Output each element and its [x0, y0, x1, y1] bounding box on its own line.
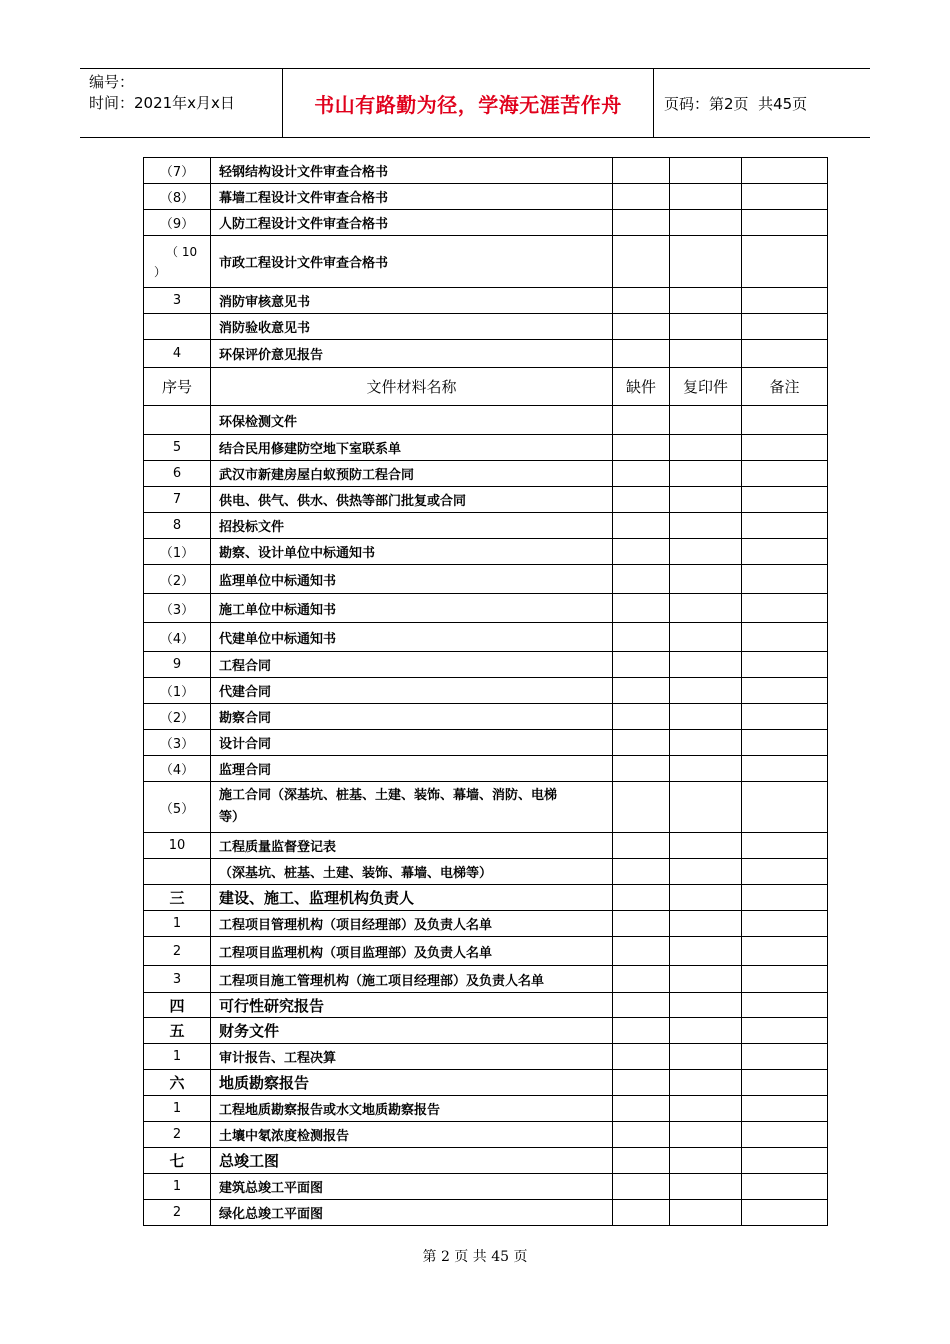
row-copy-cell [670, 1044, 742, 1070]
row-seq: （2） [144, 565, 211, 594]
row-seq: （7） [144, 158, 211, 184]
row-copy-cell [670, 1070, 742, 1096]
row-remark-cell [742, 158, 828, 184]
row-missing-cell [613, 487, 670, 513]
header-motto: 书山有路勤为径，学海无涯苦作舟 [282, 69, 654, 137]
row-name: 总竣工图 [211, 1148, 613, 1174]
row-copy-cell [670, 937, 742, 966]
row-missing-cell [613, 1018, 670, 1044]
row-name: 人防工程设计文件审查合格书 [211, 210, 613, 236]
row-copy-cell [670, 704, 742, 730]
row-seq [144, 406, 211, 435]
row-remark-cell [742, 678, 828, 704]
row-missing-cell [613, 513, 670, 539]
table-row [144, 833, 828, 859]
row-copy-cell [670, 236, 742, 288]
row-copy-cell [670, 461, 742, 487]
row-remark-cell [742, 1096, 828, 1122]
row-copy-cell [670, 623, 742, 652]
row-missing-cell [613, 594, 670, 623]
row-name: 建筑总竣工平面图 [211, 1174, 613, 1200]
page-footer: 第 2 页 共 45 页 [422, 1249, 528, 1265]
column-header-missing: 缺件 [613, 368, 670, 406]
row-copy-cell [670, 513, 742, 539]
row-name: 环保评价意见报告 [211, 340, 613, 368]
row-remark-cell [742, 1174, 828, 1200]
row-copy-cell [670, 1018, 742, 1044]
row-remark-cell [742, 993, 828, 1018]
file-materials-table [143, 157, 828, 1226]
row-name: 施工单位中标通知书 [211, 594, 613, 623]
row-seq: 七 [144, 1148, 211, 1174]
table-row [144, 678, 828, 704]
row-name: 土壤中氡浓度检测报告 [211, 1122, 613, 1148]
row-name: 环保检测文件 [211, 406, 613, 435]
row-name: 工程地质勘察报告或水文地质勘察报告 [211, 1096, 613, 1122]
row-name: 招投标文件 [211, 513, 613, 539]
row-seq: 6 [144, 461, 211, 487]
column-header-name: 文件材料名称 [211, 368, 613, 406]
row-missing-cell [613, 158, 670, 184]
table-row [144, 1200, 828, 1226]
row-copy-cell [670, 406, 742, 435]
table-row [144, 1174, 828, 1200]
row-missing-cell [613, 652, 670, 678]
row-missing-cell [613, 539, 670, 565]
row-name: 可行性研究报告 [211, 993, 613, 1018]
row-name: 审计报告、工程决算 [211, 1044, 613, 1070]
row-remark-cell [742, 406, 828, 435]
row-name: 工程项目管理机构（项目经理部）及负责人名单 [211, 911, 613, 937]
row-seq: 2 [144, 1122, 211, 1148]
row-missing-cell [613, 236, 670, 288]
row-seq: 六 [144, 1070, 211, 1096]
table-row [144, 937, 828, 966]
row-missing-cell [613, 1044, 670, 1070]
row-missing-cell [613, 623, 670, 652]
table-row [144, 565, 828, 594]
row-remark-cell [742, 1122, 828, 1148]
table-row [144, 461, 828, 487]
row-seq [144, 859, 211, 885]
row-name: 供电、供气、供水、供热等部门批复或合同 [211, 487, 613, 513]
table-row [144, 487, 828, 513]
table-row [144, 288, 828, 314]
row-copy-cell [670, 158, 742, 184]
row-seq: 1 [144, 1174, 211, 1200]
row-seq: 3 [144, 288, 211, 314]
row-copy-cell [670, 487, 742, 513]
table-row [144, 184, 828, 210]
row-copy-cell [670, 652, 742, 678]
row-name: 绿化总竣工平面图 [211, 1200, 613, 1226]
row-remark-cell [742, 859, 828, 885]
table-row [144, 730, 828, 756]
row-seq: （1） [144, 539, 211, 565]
row-seq: 3 [144, 966, 211, 993]
row-remark-cell [742, 911, 828, 937]
table-row [144, 1044, 828, 1070]
row-copy-cell [670, 678, 742, 704]
table-row [144, 435, 828, 461]
table-row [144, 314, 828, 340]
row-copy-cell [670, 340, 742, 368]
document-number-label: 编号： [89, 73, 135, 91]
row-remark-cell [742, 704, 828, 730]
row-seq: （1） [144, 678, 211, 704]
row-remark-cell [742, 652, 828, 678]
row-missing-cell [613, 911, 670, 937]
table-row [144, 594, 828, 623]
table-row [144, 158, 828, 184]
row-name: 工程合同 [211, 652, 613, 678]
row-missing-cell [613, 756, 670, 782]
header-page-info [654, 69, 870, 137]
row-name: 市政工程设计文件审查合格书 [211, 236, 613, 288]
table-row [144, 911, 828, 937]
row-copy-cell [670, 782, 742, 833]
row-missing-cell [613, 210, 670, 236]
row-copy-cell [670, 1096, 742, 1122]
table-row [144, 756, 828, 782]
table-row [144, 1018, 828, 1044]
row-remark-cell [742, 756, 828, 782]
row-copy-cell [670, 966, 742, 993]
table-row [144, 859, 828, 885]
row-name: 幕墙工程设计文件审查合格书 [211, 184, 613, 210]
row-name: 勘察、设计单位中标通知书 [211, 539, 613, 565]
row-seq-line1: （ 10 [166, 244, 198, 259]
row-remark-cell [742, 539, 828, 565]
row-copy-cell [670, 1174, 742, 1200]
row-copy-cell [670, 833, 742, 859]
row-remark-cell [742, 1018, 828, 1044]
row-missing-cell [613, 833, 670, 859]
row-seq: 1 [144, 1096, 211, 1122]
document-header [80, 68, 870, 138]
table-row [144, 993, 828, 1018]
row-name: 工程项目监理机构（项目监理部）及负责人名单 [211, 937, 613, 966]
row-missing-cell [613, 565, 670, 594]
row-name: 地质勘察报告 [211, 1070, 613, 1096]
column-header-seq: 序号 [144, 368, 211, 406]
row-name: 建设、施工、监理机构负责人 [211, 885, 613, 911]
table-row [144, 623, 828, 652]
row-copy-cell [670, 859, 742, 885]
row-name: 财务文件 [211, 1018, 613, 1044]
row-copy-cell [670, 210, 742, 236]
row-remark-cell [742, 314, 828, 340]
row-seq: 4 [144, 340, 211, 368]
row-name [211, 782, 613, 833]
row-copy-cell [670, 288, 742, 314]
row-name: 工程质量监督登记表 [211, 833, 613, 859]
row-copy-cell [670, 1148, 742, 1174]
row-remark-cell [742, 833, 828, 859]
column-header-copy: 复印件 [670, 368, 742, 406]
row-name: 设计合同 [211, 730, 613, 756]
row-remark-cell [742, 937, 828, 966]
table-row [144, 513, 828, 539]
row-seq: （2） [144, 704, 211, 730]
row-remark-cell [742, 435, 828, 461]
row-remark-cell [742, 236, 828, 288]
row-copy-cell [670, 1122, 742, 1148]
row-missing-cell [613, 1122, 670, 1148]
row-remark-cell [742, 1200, 828, 1226]
row-missing-cell [613, 1174, 670, 1200]
row-copy-cell [670, 565, 742, 594]
row-seq: 2 [144, 1200, 211, 1226]
row-remark-cell [742, 1148, 828, 1174]
row-remark-cell [742, 782, 828, 833]
row-name: 消防验收意见书 [211, 314, 613, 340]
row-remark-cell [742, 210, 828, 236]
table-row [144, 782, 828, 833]
row-seq: （9） [144, 210, 211, 236]
row-copy-cell [670, 756, 742, 782]
row-copy-cell [670, 539, 742, 565]
row-seq: 2 [144, 937, 211, 966]
table-row [144, 652, 828, 678]
table-row [144, 704, 828, 730]
row-remark-cell [742, 623, 828, 652]
row-seq: 5 [144, 435, 211, 461]
row-name-line1: 施工合同（深基坑、桩基、土建、装饰、幕墙、消防、电梯 [219, 788, 558, 803]
row-missing-cell [613, 314, 670, 340]
row-missing-cell [613, 859, 670, 885]
row-missing-cell [613, 461, 670, 487]
row-seq: 9 [144, 652, 211, 678]
row-name: 轻钢结构设计文件审查合格书 [211, 158, 613, 184]
row-remark-cell [742, 594, 828, 623]
row-remark-cell [742, 184, 828, 210]
row-seq: （3） [144, 730, 211, 756]
row-missing-cell [613, 288, 670, 314]
row-seq: 1 [144, 911, 211, 937]
table-row [144, 1096, 828, 1122]
row-seq: （4） [144, 623, 211, 652]
row-name: 监理合同 [211, 756, 613, 782]
row-name: （深基坑、桩基、土建、装饰、幕墙、电梯等） [211, 859, 613, 885]
header-meta [80, 69, 282, 137]
row-missing-cell [613, 782, 670, 833]
row-seq: （4） [144, 756, 211, 782]
row-missing-cell [613, 1148, 670, 1174]
row-seq: 1 [144, 1044, 211, 1070]
row-name: 勘察合同 [211, 704, 613, 730]
row-seq-line2: ） [154, 264, 167, 279]
table-row [144, 1070, 828, 1096]
row-copy-cell [670, 730, 742, 756]
row-remark-cell [742, 513, 828, 539]
row-remark-cell [742, 885, 828, 911]
table-row [144, 406, 828, 435]
row-missing-cell [613, 184, 670, 210]
page-number-label: 页码：第2页 共45页 [664, 94, 808, 113]
row-missing-cell [613, 1096, 670, 1122]
row-remark-cell [742, 1070, 828, 1096]
column-header-remark: 备注 [742, 368, 828, 406]
row-remark-cell [742, 487, 828, 513]
row-seq: （8） [144, 184, 211, 210]
row-seq: （3） [144, 594, 211, 623]
row-name-line2: 等） [219, 810, 246, 825]
row-name: 武汉市新建房屋白蚁预防工程合同 [211, 461, 613, 487]
row-name: 代建合同 [211, 678, 613, 704]
row-missing-cell [613, 966, 670, 993]
row-remark-cell [742, 565, 828, 594]
row-copy-cell [670, 885, 742, 911]
table-header-row [144, 368, 828, 406]
row-missing-cell [613, 1200, 670, 1226]
row-seq: 五 [144, 1018, 211, 1044]
row-missing-cell [613, 678, 670, 704]
table-row [144, 1148, 828, 1174]
row-missing-cell [613, 993, 670, 1018]
row-remark-cell [742, 461, 828, 487]
row-missing-cell [613, 435, 670, 461]
row-seq: 10 [144, 833, 211, 859]
row-missing-cell [613, 1070, 670, 1096]
row-copy-cell [670, 184, 742, 210]
row-seq: 8 [144, 513, 211, 539]
table-row [144, 236, 828, 288]
table-row [144, 539, 828, 565]
row-name: 代建单位中标通知书 [211, 623, 613, 652]
row-remark-cell [742, 966, 828, 993]
row-name: 结合民用修建防空地下室联系单 [211, 435, 613, 461]
table-row [144, 210, 828, 236]
row-copy-cell [670, 435, 742, 461]
row-remark-cell [742, 340, 828, 368]
table-row [144, 885, 828, 911]
row-remark-cell [742, 1044, 828, 1070]
row-missing-cell [613, 340, 670, 368]
row-seq: 三 [144, 885, 211, 911]
row-copy-cell [670, 314, 742, 340]
row-name: 消防审核意见书 [211, 288, 613, 314]
row-name: 监理单位中标通知书 [211, 565, 613, 594]
row-seq [144, 314, 211, 340]
table-row [144, 340, 828, 368]
row-missing-cell [613, 704, 670, 730]
row-copy-cell [670, 911, 742, 937]
table-row [144, 966, 828, 993]
row-missing-cell [613, 937, 670, 966]
row-missing-cell [613, 885, 670, 911]
row-missing-cell [613, 730, 670, 756]
row-seq: （5） [144, 782, 211, 833]
row-name: 工程项目施工管理机构（施工项目经理部）及负责人名单 [211, 966, 613, 993]
table-row [144, 1122, 828, 1148]
document-time-label: 时间：2021年x月x日 [89, 94, 235, 112]
row-remark-cell [742, 288, 828, 314]
row-copy-cell [670, 594, 742, 623]
row-seq: 四 [144, 993, 211, 1018]
row-missing-cell [613, 406, 670, 435]
row-copy-cell [670, 1200, 742, 1226]
row-seq: 7 [144, 487, 211, 513]
row-remark-cell [742, 730, 828, 756]
row-copy-cell [670, 993, 742, 1018]
row-seq [144, 236, 211, 288]
